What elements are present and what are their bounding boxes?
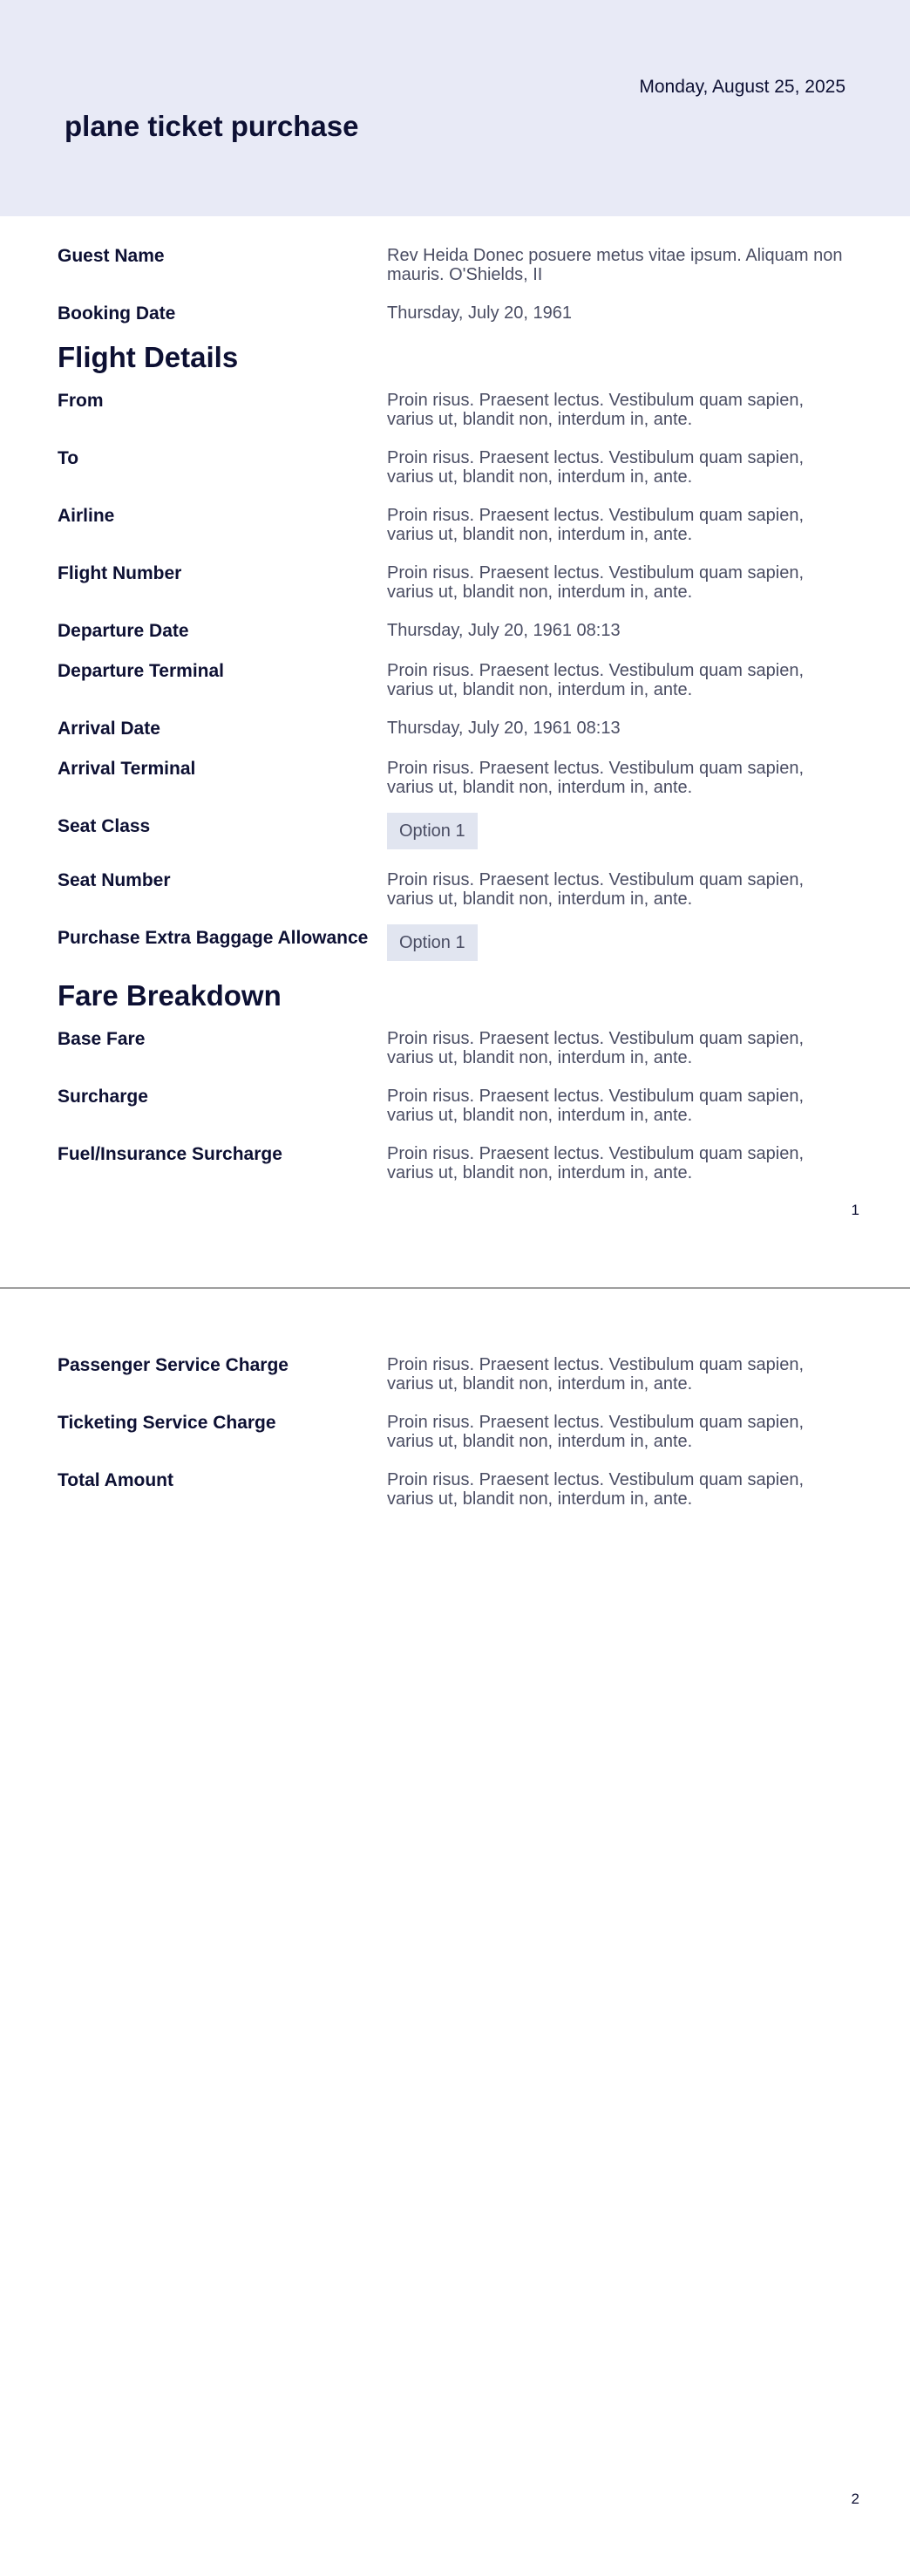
page-number-2: 2 [851, 2491, 859, 2507]
ticketing-service-row [58, 1409, 852, 1451]
fuel-surcharge-row [58, 1141, 852, 1182]
seat-number-value: Proin risus. Praesent lectus. Vestibulum quam sapien, varius ut, blandit non, interdum in, ante. [387, 870, 805, 909]
flight-number-value: Proin risus. Praesent lectus. Vestibulum quam sapien, varius ut, blandit non, interdum in, ante. [387, 563, 805, 602]
ticketing-service-label: Ticketing Service Charge [58, 1413, 276, 1433]
arrival-date-row [58, 715, 852, 739]
page-number-1: 1 [851, 1202, 859, 1218]
departure-date-value: Thursday, July 20, 1961 08:13 [387, 621, 621, 640]
departure-terminal-row [58, 658, 852, 699]
base-fare-row [58, 1026, 852, 1067]
departure-date-label: Departure Date [58, 621, 189, 641]
to-value: Proin risus. Praesent lectus. Vestibulum quam sapien, varius ut, blandit non, interdum in, ante. [387, 448, 805, 487]
seat-class-option[interactable]: Option 1 [387, 813, 478, 849]
airline-value: Proin risus. Praesent lectus. Vestibulum quam sapien, varius ut, blandit non, interdum in, ante. [387, 506, 805, 544]
flight-number-label: Flight Number [58, 563, 182, 583]
airline-label: Airline [58, 506, 115, 526]
total-amount-value: Proin risus. Praesent lectus. Vestibulum quam sapien, varius ut, blandit non, interdum in, ante. [387, 1470, 805, 1509]
surcharge-row [58, 1083, 852, 1125]
header-date: Monday, August 25, 2025 [639, 77, 845, 97]
page-1-content [58, 242, 852, 1198]
seat-number-row [58, 867, 852, 909]
fuel-surcharge-value: Proin risus. Praesent lectus. Vestibulum quam sapien, varius ut, blandit non, interdum in, ante. [387, 1144, 805, 1182]
guest-name-label: Guest Name [58, 246, 165, 266]
from-row [58, 387, 852, 429]
total-amount-row [58, 1467, 852, 1509]
departure-date-row [58, 617, 852, 642]
fare-breakdown-heading: Fare Breakdown [58, 979, 282, 1012]
arrival-date-label: Arrival Date [58, 719, 160, 739]
seat-number-label: Seat Number [58, 870, 171, 890]
baggage-row [58, 924, 852, 961]
booking-date-row [58, 300, 852, 324]
surcharge-label: Surcharge [58, 1087, 148, 1107]
passenger-service-row [58, 1352, 852, 1394]
baggage-option[interactable]: Option 1 [387, 924, 478, 961]
booking-date-label: Booking Date [58, 303, 176, 324]
baggage-label: Purchase Extra Baggage Allowance [58, 928, 369, 948]
guest-name-row [58, 242, 852, 284]
header-banner [0, 0, 910, 216]
arrival-terminal-value: Proin risus. Praesent lectus. Vestibulum quam sapien, varius ut, blandit non, interdum in, ante. [387, 759, 805, 797]
page-title: plane ticket purchase [65, 110, 359, 142]
fuel-surcharge-label: Fuel/Insurance Surcharge [58, 1144, 282, 1164]
arrival-date-value: Thursday, July 20, 1961 08:13 [387, 719, 621, 738]
seat-class-label: Seat Class [58, 816, 151, 836]
flight-details-heading: Flight Details [58, 341, 239, 373]
departure-terminal-label: Departure Terminal [58, 661, 224, 681]
from-label: From [58, 391, 104, 411]
booking-date-value: Thursday, July 20, 1961 [387, 303, 572, 323]
baggage-value-wrap [387, 924, 852, 961]
passenger-service-value: Proin risus. Praesent lectus. Vestibulum quam sapien, varius ut, blandit non, interdum in, ante. [387, 1355, 805, 1394]
seat-class-row [58, 813, 852, 849]
page-2-content [58, 1352, 852, 1524]
ticketing-service-value: Proin risus. Praesent lectus. Vestibulum quam sapien, varius ut, blandit non, interdum in, ante. [387, 1413, 805, 1451]
to-row [58, 445, 852, 487]
from-value: Proin risus. Praesent lectus. Vestibulum quam sapien, varius ut, blandit non, interdum in, ante. [387, 391, 805, 429]
departure-terminal-value: Proin risus. Praesent lectus. Vestibulum quam sapien, varius ut, blandit non, interdum in, ante. [387, 661, 805, 699]
seat-class-value-wrap [387, 813, 852, 849]
airline-row [58, 502, 852, 544]
arrival-terminal-row [58, 755, 852, 797]
flight-number-row [58, 560, 852, 602]
surcharge-value: Proin risus. Praesent lectus. Vestibulum quam sapien, varius ut, blandit non, interdum in, ante. [387, 1087, 805, 1125]
base-fare-label: Base Fare [58, 1029, 146, 1049]
to-label: To [58, 448, 79, 468]
arrival-terminal-label: Arrival Terminal [58, 759, 196, 779]
base-fare-value: Proin risus. Praesent lectus. Vestibulum quam sapien, varius ut, blandit non, interdum in, ante. [387, 1029, 805, 1067]
total-amount-label: Total Amount [58, 1470, 173, 1490]
passenger-service-label: Passenger Service Charge [58, 1355, 289, 1375]
guest-name-value: Rev Heida Donec posuere metus vitae ipsum. Aliquam non mauris. O'Shields, II [387, 246, 843, 284]
